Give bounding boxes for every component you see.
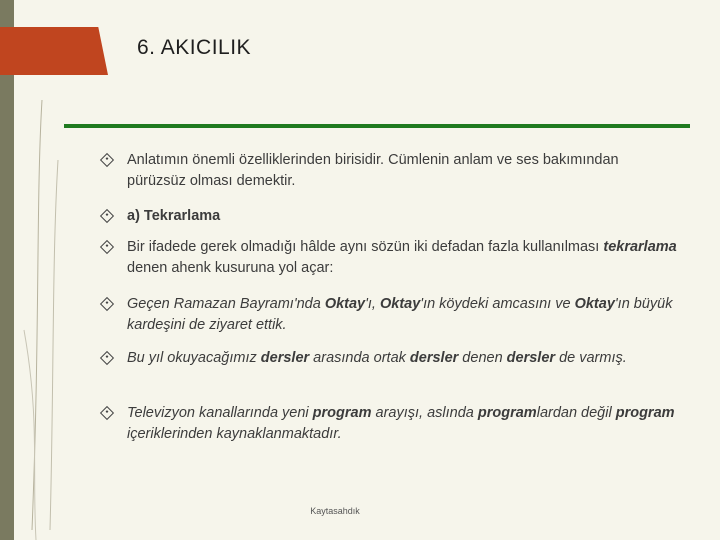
bullet-example-2: Bu yıl okuyacağımız dersler arasında ortak dersler denen dersler de varmış. — [100, 348, 627, 369]
diamond-bullet-icon — [100, 153, 114, 167]
slide-title: 6. AKICILIK — [137, 36, 252, 59]
repeated-word: Oktay — [574, 296, 615, 312]
emphasis: tekrarlama — [603, 239, 677, 255]
repeated-word: program — [477, 405, 537, 421]
bullet-explanation: Bir ifadede gerek olmadığı hâlde aynı sözün iki defadan fazla kullanılması tekrarlama denen ahenk kusuruna yol açar: — [100, 237, 680, 279]
bullet-definition: Anlatımın önemli özelliklerinden birisidir. Cümlenin anlam ve ses bakımından pürüzsüz olması demektir. — [100, 150, 680, 192]
bullet-subheading: a) Tekrarlama — [100, 206, 220, 227]
repeated-word: Oktay — [324, 296, 366, 312]
diamond-bullet-icon — [100, 351, 114, 365]
repeated-word: Oktay — [379, 296, 421, 312]
repeated-word: dersler — [506, 350, 556, 366]
repeated-word: dersler — [409, 350, 459, 366]
diamond-bullet-icon — [100, 209, 114, 223]
bullet-example-1: Geçen Ramazan Bayramı'nda Oktay'ı, Oktay'ın köydeki amcasını ve Oktay'ın büyük kardeşini de ziyaret ettik. — [100, 294, 680, 336]
title-divider — [64, 124, 690, 128]
repeated-word: program — [312, 405, 372, 421]
footer-text: Kaytasahdık — [310, 506, 360, 516]
diamond-bullet-icon — [100, 406, 114, 420]
diamond-bullet-icon — [100, 240, 114, 254]
diamond-bullet-icon — [100, 297, 114, 311]
repeated-word: program — [615, 405, 675, 421]
bullet-example-3: Televizyon kanallarında yeni program arayışı, aslında programlardan değil program içeriklerinden kaynaklanmaktadır. — [100, 403, 680, 445]
repeated-word: dersler — [260, 350, 310, 366]
